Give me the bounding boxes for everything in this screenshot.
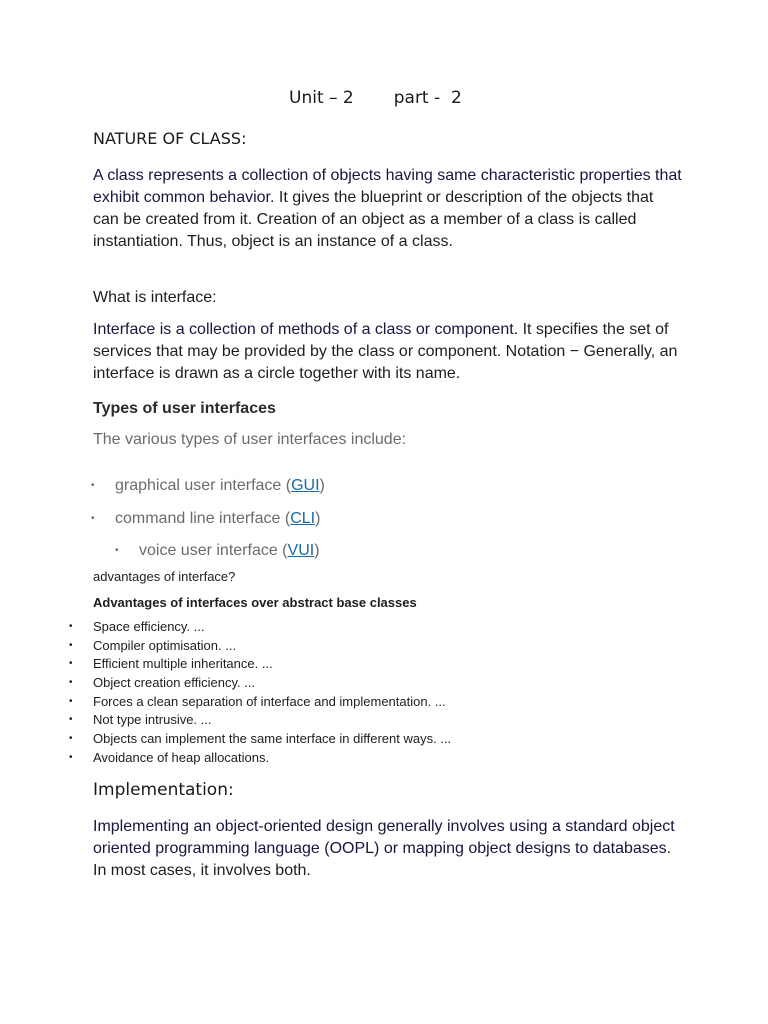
list-item-text: Efficient multiple inheritance. ...: [93, 656, 273, 672]
list-item: [91, 510, 321, 528]
list-item: [115, 542, 320, 560]
bullet-icon: •: [69, 714, 73, 726]
bullet-icon: •: [69, 695, 73, 707]
list-item-text: Object creation efficiency. ...: [93, 675, 256, 691]
list-item-text: Not type intrusive. ...: [93, 712, 212, 728]
bullet-icon: •: [69, 639, 73, 651]
page-title: [289, 88, 462, 108]
list-item-close: ): [315, 510, 321, 527]
gui-link[interactable]: GUI: [291, 477, 320, 494]
list-item-close: ): [314, 542, 320, 559]
list-item-close: ): [319, 477, 325, 494]
list-item-text: Avoidance of heap allocations.: [93, 749, 270, 765]
unit-label: Unit – 2: [289, 88, 354, 108]
advantages-heading: Advantages of interfaces over abstract base classes: [93, 595, 417, 610]
implementation-paragraph: [93, 816, 683, 882]
nature-of-class-heading: NATURE OF CLASS:: [93, 129, 247, 148]
interface-question: What is interface:: [93, 289, 217, 306]
advantages-question: advantages of interface?: [93, 569, 236, 584]
list-item: [69, 655, 451, 674]
list-item-text: Space efficiency. ...: [93, 619, 205, 634]
list-item: [69, 711, 451, 730]
types-heading: Types of user interfaces: [93, 400, 276, 417]
vui-link[interactable]: VUI: [287, 542, 315, 559]
types-intro: The various types of user interfaces include:: [93, 431, 407, 448]
implementation-definition-text: Implementing an object-oriented design generally involves using a standard object oriented programming language (OOPL) or mapping object designs to databases: [93, 818, 675, 857]
list-item-text: graphical user interface (: [115, 477, 292, 494]
bullet-icon: •: [69, 677, 73, 689]
implementation-heading: Implementation:: [93, 780, 234, 800]
nature-of-class-paragraph: [93, 165, 683, 253]
bullet-icon: •: [69, 658, 73, 670]
list-item-text: voice user interface (: [139, 542, 288, 559]
interface-definition-text: Interface is a collection of methods of a class or component: [93, 321, 514, 338]
bullet-icon: •: [69, 733, 73, 745]
list-item: [69, 730, 452, 749]
bullet-icon: •: [115, 545, 119, 556]
nature-detail-text: . It gives the blueprint or description of the objects that can be created from it. Creation of an object as a member of a class is called instantiation. Thus, object is an instance of a class.: [93, 189, 654, 250]
list-item: [69, 749, 451, 768]
list-item-text: Objects can implement the same interface in different ways. ...: [93, 731, 452, 747]
list-item-text: Forces a clean separation of interface and implementation. ...: [93, 693, 446, 709]
list-item: [69, 693, 451, 712]
part-label: part - 2: [393, 88, 462, 108]
list-item: [91, 477, 325, 495]
implementation-detail-text: . In most cases, it involves both.: [93, 840, 672, 879]
list-item-text: Compiler optimisation. ...: [93, 637, 237, 653]
cli-link[interactable]: CLI: [290, 510, 316, 527]
bullet-icon: •: [69, 621, 73, 632]
advantages-list: [69, 618, 452, 768]
nature-definition-text: A class represents a collection of objects having same characteristic properties that exhibit common behavior: [93, 167, 682, 206]
list-item: [69, 618, 451, 637]
list-item: [69, 637, 451, 656]
list-item-text: command line interface (: [115, 510, 291, 527]
bullet-icon: •: [69, 751, 73, 763]
interface-detail-text: . It specifies the set of services that may be provided by the class or component. Notation − Generally, an interface is drawn as a circle together with its name.: [93, 321, 678, 382]
bullet-icon: •: [91, 480, 95, 491]
list-item: [69, 674, 451, 693]
bullet-icon: •: [91, 513, 95, 524]
interface-paragraph: [93, 319, 683, 385]
